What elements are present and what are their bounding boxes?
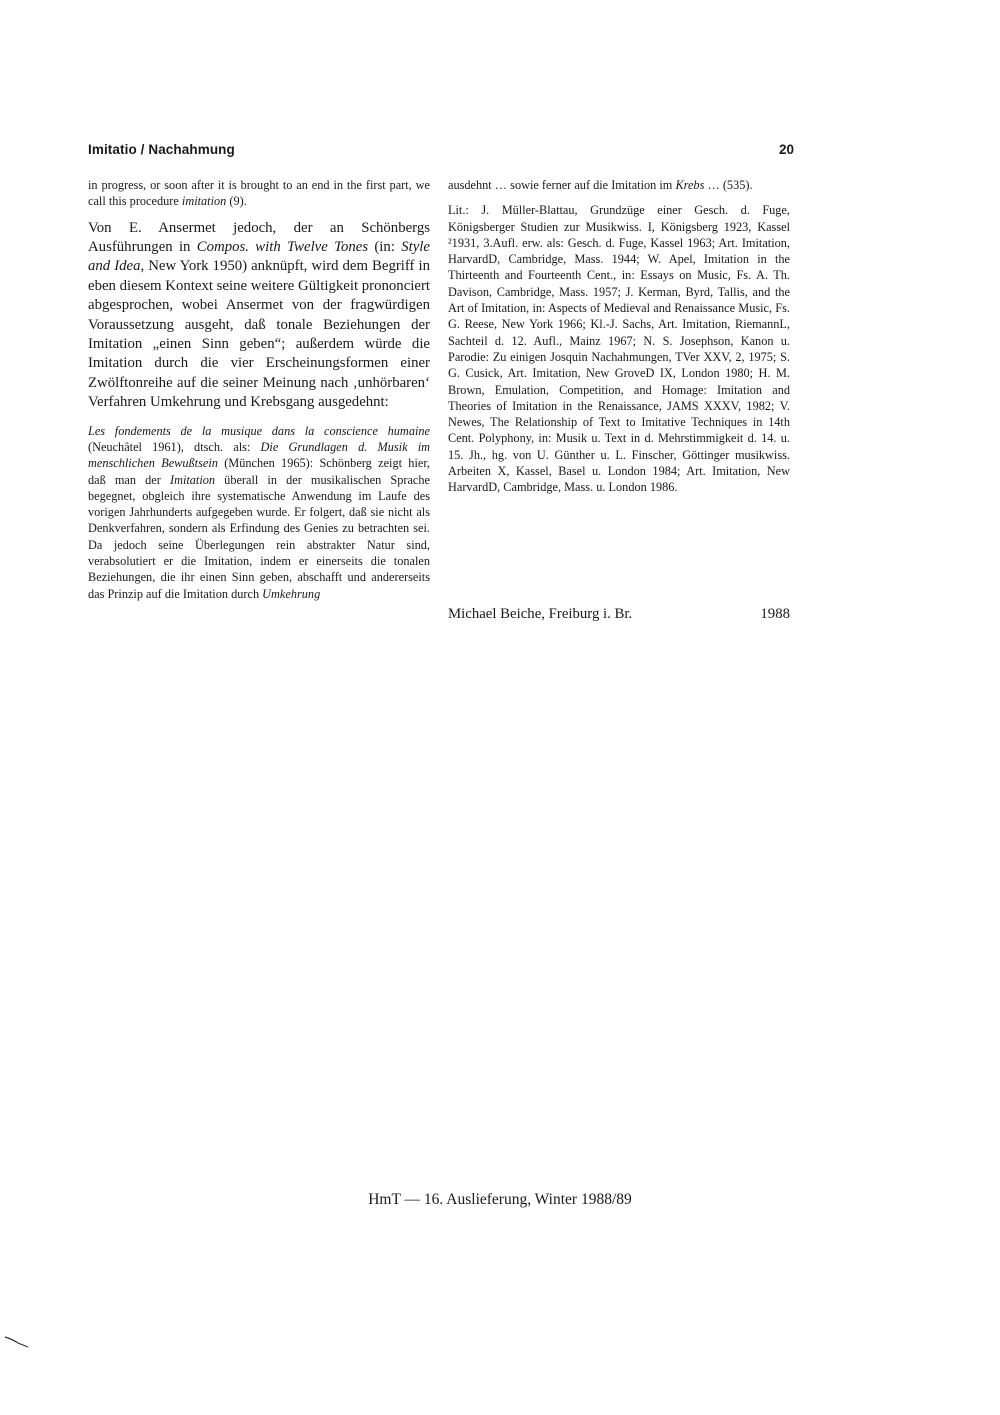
literature-list: J. Müller-Blattau, Grundzüge einer Gesch. d. Fuge, Königsberger Studien zur Musikwiss. I, Königsberg 1923, Kassel ²1931, 3.Aufl. erw. als: Gesch. d. Fuge, Kassel 1963; Art. Imitation, HarvardD, Cambridge, Mass. 1944; W. Apel, Imitation in the Thirteenth and Fourteenth Cent., in: Essays on Music, Fs. A. Th. Davison, Cambridge, Mass. 1957; J. Kerman, Byrd, Tallis, and the Art of Imitation, in: Aspects of Medieval and Renaissance Music, Fs. G. Reese, New York 1966; Kl.-J. Sachs, Art. Imitation, RiemannL, Sachteil d. 12. Aufl., Mainz 1967; N. S. Josephson, Kanon u. Parodie: Zu einigen Josquin Nachahmungen, TVer XXV, 2, 1975; S. G. Cusick, Art. Imitation, New GroveD IX, London 1980; H. M. Brown, Emulation, Competition, and Homage: Imitation and Theories of Imitation in the Renaissance, JAMS XXXV, 1982; V. Newes, The Relationship of Text to Imitative Techniques in 14th Cent. Polyphony, in: Musik u. Text in d. Mehrstimmigkeit d. 14. u. 15. Jh., hg. von U. Günther u. L. Finscher, Göttinger musikwiss. Arbeiten X, Kassel, Basel u. London 1984; Art. Imitation, New HarvardD, Cambridge, Mass. u. London 1986. xyxy=(448,203,790,495)
quote-continuation xyxy=(88,177,430,210)
quotation-paragraph xyxy=(88,423,430,602)
quote-text: überall in der musikalischen Sprache begegnet, obgleich ihre systematische Anwendung im Laufe des vorigen Jahrhunderts aufgegeben wurde. Er folgert, daß sie nicht als Denkverfahren, sondern als Erfindung des Genies zu betrachten sei. Da jedoch seine Überlegungen rein abstrakter Natur sind, verabsolutiert er die Imitation, indem er einerseits die tonalen Beziehungen, die ihr einen Sinn geben, abschafft und andererseits das Prinzip auf die Imitation durch xyxy=(88,472,430,601)
right-column xyxy=(448,177,790,496)
quote-end: (9). xyxy=(226,194,247,209)
publication-year: 1988 xyxy=(760,606,790,622)
quote-emphasis: imitation xyxy=(181,194,227,209)
work-title: Style and Idea xyxy=(88,239,430,275)
quote-text: (Neuchâtel 1961), dtsch. als: xyxy=(88,439,261,454)
body-text: Von E. Ansermet jedoch, der an Schönbergs Ausführungen in xyxy=(88,219,430,255)
page-footer: HmT — 16. Auslieferung, Winter 1988/89 xyxy=(368,1191,632,1208)
running-head-title: Imitatio / Nachahmung xyxy=(88,142,235,157)
term-emphasis: Umkehrung xyxy=(262,586,321,601)
quote-text: … (535). xyxy=(704,178,753,192)
literature-label: Lit.: xyxy=(448,203,482,218)
literature-paragraph xyxy=(448,202,790,495)
body-text: (in: xyxy=(368,239,402,255)
quote-text: ausdehnt … sowie ferner auf die Imitation im xyxy=(448,178,676,192)
work-title: Les fondements de la musique dans la conscience humaine xyxy=(88,423,430,438)
quote-text: in progress, or soon after it is brought to an end in the first part, we call this procedure xyxy=(88,178,430,209)
quote-continuation xyxy=(448,177,790,193)
work-title: Die Grundlagen d. Musik im menschlichen Bewußtsein xyxy=(88,439,430,471)
page-number: 20 xyxy=(778,142,794,157)
body-text: , New York 1950) anknüpft, wird dem Begriff in eben diesem Kontext seine weitere Gültigkeit prononciert abgesprochen, wobei Ansermet von der fragwürdigen Voraussetzung ausgeht, daß tonale Beziehungen der Imitation „einen Sinn geben“; außerdem würde die Imitation durch die vier Erscheinungsformen einer Zwölftonreihe auf die seiner Meinung nach ‚unhörbaren‘ Verfahren Umkehrung und Krebsgang ausgedehnt: xyxy=(88,258,430,411)
author-signature xyxy=(448,606,790,626)
body-paragraph xyxy=(88,219,430,413)
term-emphasis: Imitation xyxy=(169,472,216,487)
scan-mark-icon xyxy=(4,1334,30,1348)
work-title: Compos. with Twelve Tones xyxy=(196,239,369,255)
term-emphasis: Krebs xyxy=(675,178,705,192)
left-column xyxy=(88,177,430,602)
quote-text: (München 1965): Schönberg zeigt hier, daß man der xyxy=(88,456,430,487)
author-name: Michael Beiche, Freiburg i. Br. xyxy=(448,606,633,622)
